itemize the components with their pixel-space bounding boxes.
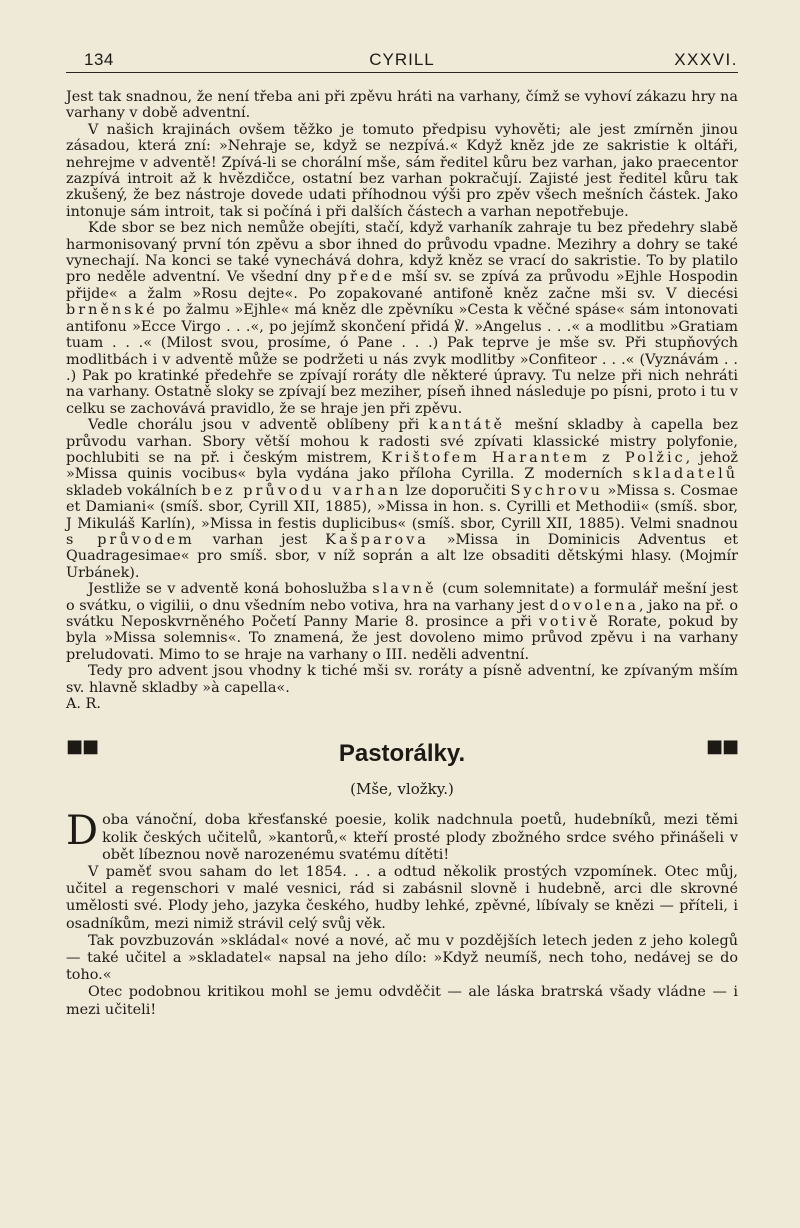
spaced-emphasis: Krištofem Harantem z Polžic (381, 449, 686, 466)
text-run: mešní skladby à capella bez průvodu varhan. Sbory větší mohou k radosti své zpívati klassické mistry polyfonie, pochlubiti se na př. i českým mistrem, (66, 417, 738, 466)
spaced-emphasis: Kašparova (325, 531, 429, 548)
paragraph (66, 220, 738, 417)
section-title: Pastorálky. (338, 740, 466, 768)
ornament-squares-right: ■■ (705, 736, 738, 758)
paragraph: Tak povzbuzován »skládal« nové a nové, ač mu v pozdějších letech jeden z jeho kolegů — také učitel a »skladatel« napsal na jeho dílo: »Když neumíš, nech toho, nedávej se do toho.« (66, 932, 738, 984)
text-run: Kde sbor se bez nich nemůže obejíti, stačí, když varhaník zahraje tu bez předehry slabě harmonisovaný první tón zpěvu a sbor ihned do průvodu vpadne. Mezihry a dohry se také vynechají. Na konci se také vynechává dohra, když kněz se vrací do sakristie. To by platilo pro neděle adventní. Ve všední dny (66, 220, 738, 286)
drop-cap: D (66, 808, 99, 855)
text-run: lze doporučiti (401, 482, 511, 499)
paragraph (66, 808, 738, 864)
ornament-squares-left: ■■ (66, 736, 99, 758)
spaced-emphasis: dovolena (549, 597, 639, 614)
paragraph: V paměť svou saham do let 1854. . . a odtud několik prostých vzpomínek. Otec můj, učitel a regenschori v malé vesnici, rád si zabásnil slovně i hudebně, arci dle skrovné umělosti své. Plody jeho, jazyka českého, hudby lehké, zpěvné, líbívaly se knězi — příteli, i osadníkům, mezi nimiž strávil celý svůj věk. (66, 864, 738, 932)
text-run: oba vánoční, doba křesťanské poesie, kolik nadchnula poetů, hudebníků, mezi těmi kolik českých učitelů, »kantorů,« kteří prosté plody zbožného srdce svého přinášeli v obět líbeznou nově narozenému svatému dítěti! (102, 812, 738, 863)
section-heading (66, 734, 738, 776)
spaced-emphasis: Sychrovu (510, 482, 603, 499)
spaced-emphasis: bez průvodu varhan (201, 482, 402, 499)
spaced-emphasis: s průvodem (66, 531, 195, 548)
paragraph: Tedy pro advent jsou vhodny k tiché mši sv. roráty a písně adventní, ke zpívaným mším sv. hlavně skladby »à capella«. (66, 663, 738, 696)
text-run: mší sv. se zpívá za průvodu »Ejhle Hospodin přijde« a žalm »Rosu dejte«. Po zopakované antifoně kněz začne mši sv. V diecési (66, 269, 738, 302)
spaced-emphasis: kantátě (428, 417, 506, 434)
text-run: varhan jest (194, 531, 326, 548)
page-number: 134 (84, 50, 114, 69)
text-run: »Missa s. Cosmae et Damiani« (smíš. sbor, Cyrill XII, 1885), »Missa in hon. s. Cyrilli et Methodii« (smíš. sbor, J Mikuláš Karlín), »Missa in festis duplicibus« (smíš. sbor, Cyrill XII, 1885). Velmi snadnou (66, 482, 739, 532)
article-pastoralky (66, 808, 738, 1018)
paragraph: V našich krajinách ovšem těžko je tomuto předpisu vyhověti; ale jest zmírněn jinou zásadou, která zní: »Nehraje se, když se nezpívá.« Když kněz jde ze sakristie k oltáři, nehrejme v adventě! Zpívá-li se chorální mše, sám ředitel kůru bez varhan, jako praecentor zazpívá introit až k hvězdičce, ostatní bez varhan pokračují. Zajisté jest ředitel kůru tak zkušený, že bez nástroje dovede udati příhodnou výši pro zpěv všech mešních částek. Jako intonuje sám introit, tak si počíná i při dalších částech a varhan nepotřebuje. (66, 121, 738, 220)
volume-number: XXXVI. (674, 50, 738, 69)
spaced-emphasis: votivě (538, 614, 601, 630)
text-run: (cum solemnitate) a formulář mešní jest o svátku, o vigilii, o dnu všedním nebo votiva, hra na varhany jest (66, 581, 738, 614)
spaced-emphasis: brněnské (66, 302, 158, 319)
text-run: skladeb vokálních (66, 482, 202, 499)
spaced-emphasis: skladatelů (632, 466, 738, 483)
spaced-emphasis: přede (337, 269, 396, 286)
text-run: po žalmu »Ejhle« má kněz dle zpěvníku »Cesta k věčné spáse« sám intonovati antifonu »Ecce Virgo . . .«, po jejímž skončení přidá ℣. »Angelus . . .« a modlitbu »Gratiam tuam . . .« (Milost svou, prosíme, ó Pane . . .) Pak teprve je mše sv. Při stupňových modlitbách i v adventě může se podržeti u nás zvyk modlitby »Confiteor . . .« (Vyznávám . . .) Pak po kratinké předehře se zpívají roráty dle některé úpravy. Tu nelze při nich nehráti na varhany. Ostatně sloky se zpívají bez meziher, píseň ihned následuje po písni, proto i tu v celku se zachovává pravidlo, že se hraje jen při zpěvu. (66, 302, 738, 417)
article-advent-organ (66, 89, 738, 712)
text-run: , jako na př. o svátku Neposkvrněného Početí Panny Marie 8. prosince a při (66, 597, 738, 630)
paragraph (66, 417, 738, 581)
paragraph: Jest tak snadnou, že není třeba ani při zpěvu hráti na varhany, čímž se vyhoví zákazu hry na varhany v době adventní. (66, 89, 738, 122)
text-run: , jehož »Missa quinis vocibus« byla vydána jako příloha Cyrilla. Z moderních (66, 449, 738, 483)
journal-title: CYRILL (369, 50, 435, 69)
text-run: Rorate, pokud by byla »Missa solemnis«. To znamená, že jest dovoleno mimo průvod zpěvu i na varhany preludovati. Mimo to se hraje na varhany o III. neděli adventní. (66, 614, 738, 663)
text-run: Vedle chorálu jsou v adventě oblíbeny při (88, 417, 429, 434)
paragraph (66, 581, 738, 663)
text-run: »Missa in Dominicis Adventus et Quadragesimae« pro smíš. sbor, v níž soprán a alt lze obsaditi dětskými hlasy. (Mojmír Urbánek). (66, 531, 738, 581)
author-signature: A. R. (66, 696, 101, 713)
section-subtitle: (Mše, vložky.) (350, 780, 454, 799)
spaced-emphasis: slavně (372, 581, 437, 598)
running-header (66, 48, 738, 73)
text-run: Jestliže se v adventě koná bohoslužba (88, 581, 373, 598)
paragraph: Otec podobnou kritikou mohl se jemu odvděčit — ale láska bratrská všady vládne — i mezi učiteli! (66, 984, 738, 1018)
